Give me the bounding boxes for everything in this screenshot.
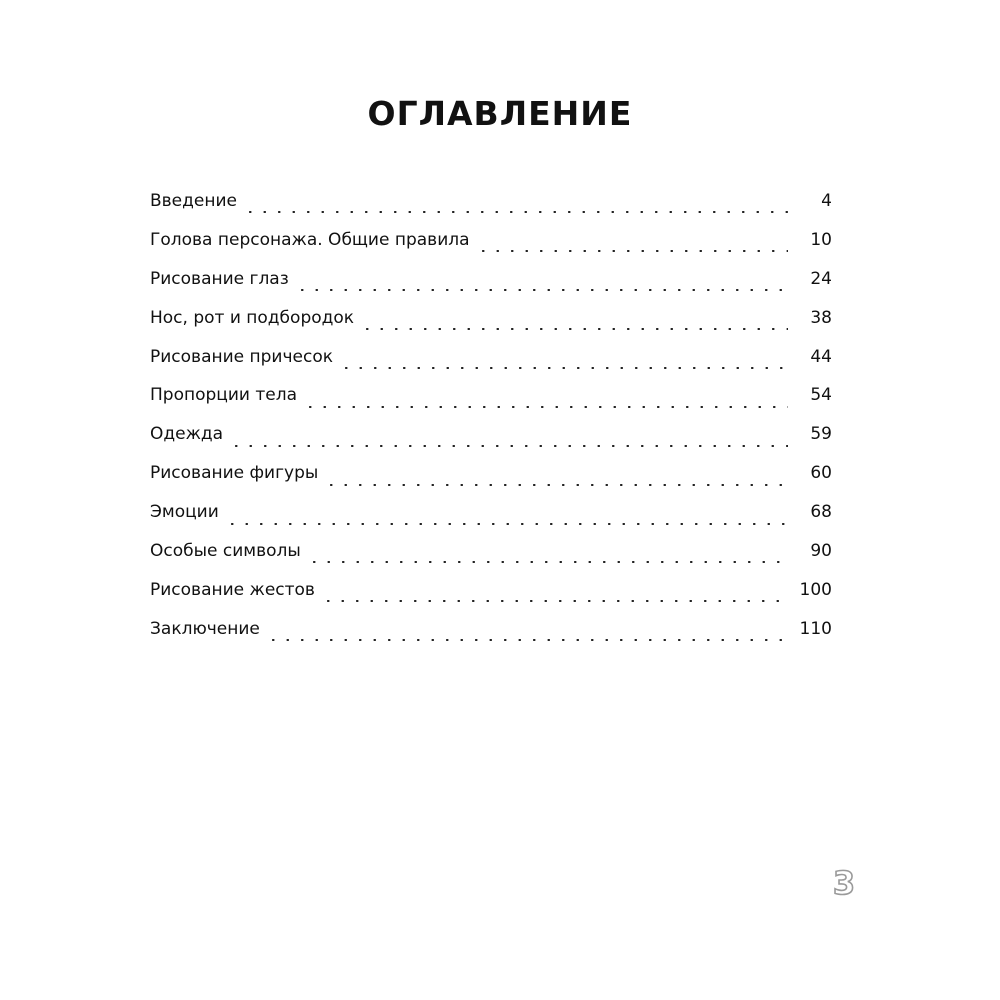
toc-entry-page: 24 <box>810 268 832 289</box>
toc-entry-page: 110 <box>799 618 832 639</box>
toc-entry-conclusion[interactable] <box>150 614 832 653</box>
toc-entry-label: Рисование жестов <box>150 579 315 600</box>
toc-entry-head-rules[interactable] <box>150 225 832 264</box>
toc-entry-label: Заключение <box>150 618 260 639</box>
toc-entry-label: Пропорции тела <box>150 385 297 406</box>
toc-entry-page: 38 <box>810 307 832 328</box>
dot-leader <box>339 367 788 369</box>
dot-leader <box>321 600 788 602</box>
page-number: 3 <box>832 864 856 902</box>
toc-entry-label: Голова персонажа. Общие правила <box>150 229 470 250</box>
dot-leader <box>243 211 788 213</box>
toc-entry-page: 68 <box>810 502 832 523</box>
toc-entry-page: 44 <box>810 346 832 367</box>
table-of-contents <box>150 186 832 653</box>
toc-entry-special-symbols[interactable] <box>150 536 832 575</box>
toc-entry-page: 90 <box>810 541 832 562</box>
toc-entry-label: Одежда <box>150 424 224 445</box>
toc-entry-label: Рисование глаз <box>150 268 289 289</box>
toc-entry-label: Нос, рот и подбородок <box>150 307 355 328</box>
dot-leader <box>303 406 788 408</box>
toc-entry-page: 60 <box>810 463 832 484</box>
toc-entry-drawing-gestures[interactable] <box>150 575 832 614</box>
toc-entry-drawing-eyes[interactable] <box>150 264 832 303</box>
toc-entry-page: 10 <box>810 229 832 250</box>
toc-entry-page: 54 <box>810 385 832 406</box>
toc-entry-page: 4 <box>821 191 832 211</box>
dot-leader <box>324 484 788 486</box>
toc-entry-emotions[interactable] <box>150 497 832 536</box>
toc-entry-label: Рисование фигуры <box>150 463 319 484</box>
toc-entry-label: Рисование причесок <box>150 346 333 367</box>
toc-entry-introduction[interactable] <box>150 186 832 225</box>
dot-leader <box>307 561 788 563</box>
toc-entry-label: Введение <box>150 191 237 211</box>
toc-entry-label: Особые символы <box>150 541 301 562</box>
toc-entry-page: 100 <box>799 579 832 600</box>
toc-entry-drawing-hairstyles[interactable] <box>150 342 832 381</box>
toc-entry-clothing[interactable] <box>150 419 832 458</box>
page-title: ОГЛАВЛЕНИЕ <box>367 94 633 133</box>
toc-entry-label: Эмоции <box>150 502 219 523</box>
dot-leader <box>229 445 788 447</box>
dot-leader <box>360 328 788 330</box>
toc-entry-drawing-figure[interactable] <box>150 458 832 497</box>
dot-leader <box>225 523 788 525</box>
dot-leader <box>476 250 788 252</box>
toc-entry-nose-mouth-chin[interactable] <box>150 303 832 342</box>
toc-entry-body-proportions[interactable] <box>150 380 832 419</box>
dot-leader <box>295 289 788 291</box>
toc-entry-page: 59 <box>810 424 832 445</box>
dot-leader <box>266 639 788 641</box>
